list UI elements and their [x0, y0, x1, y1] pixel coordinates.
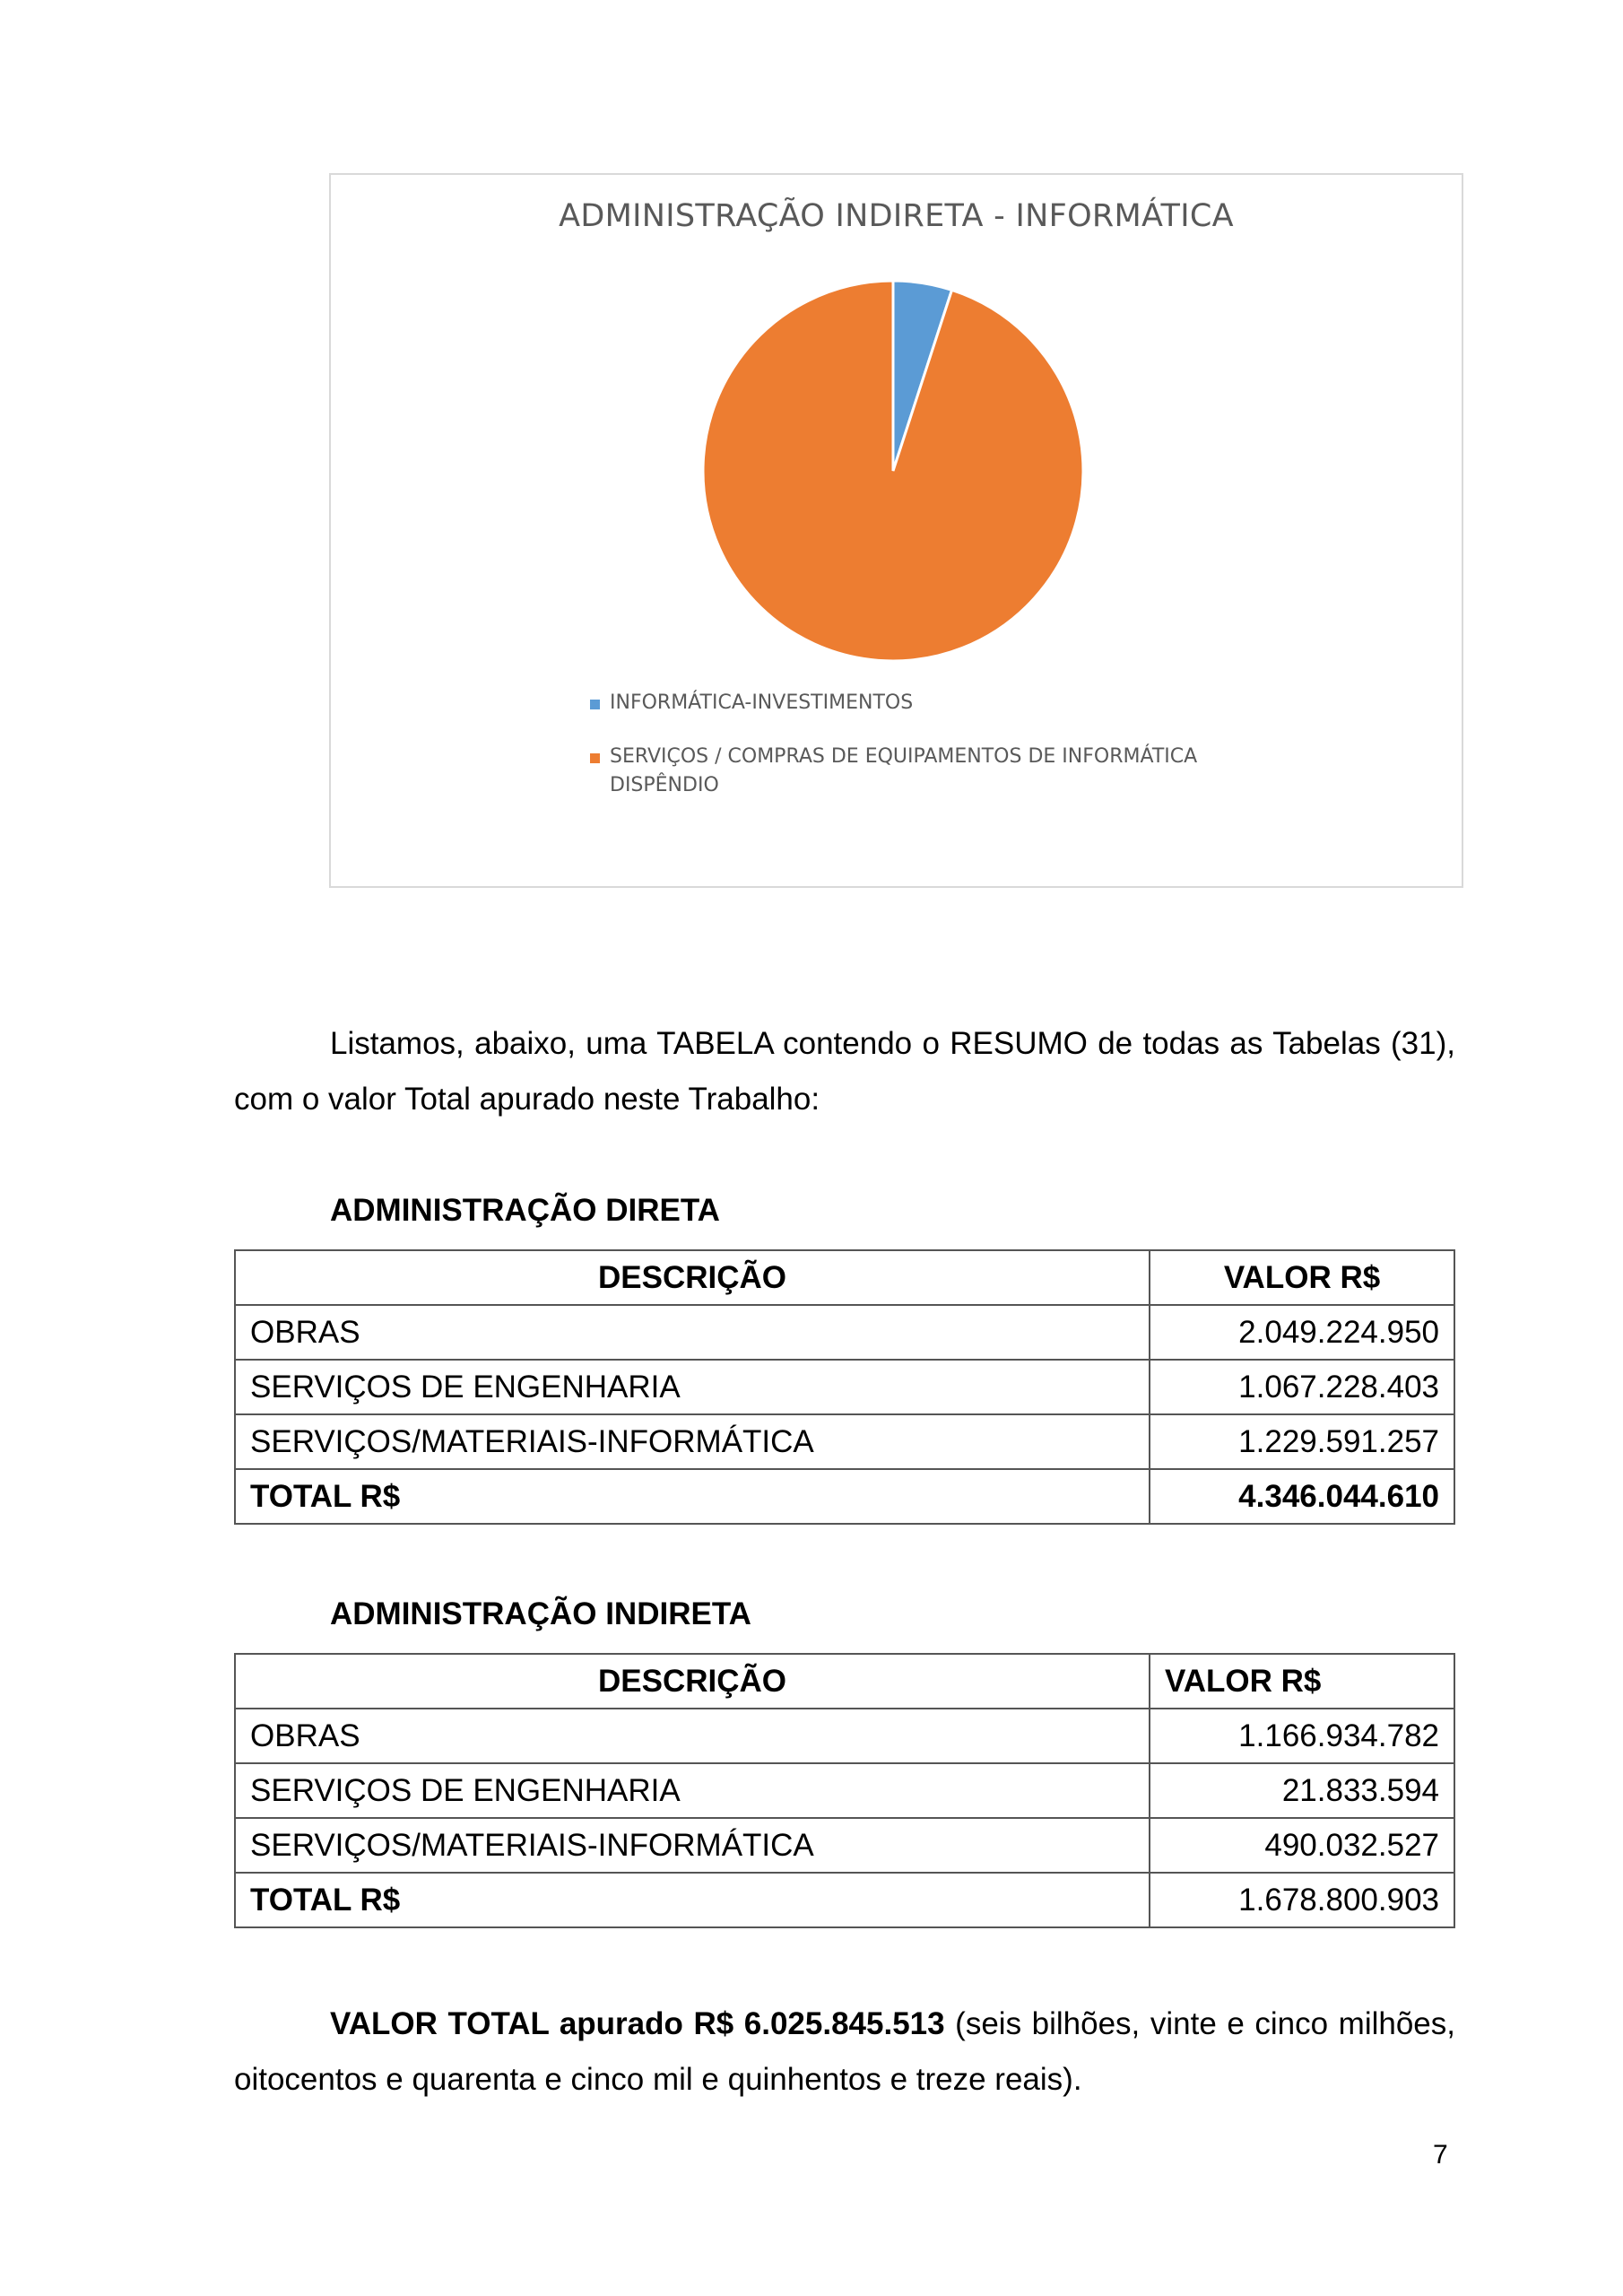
table-row	[235, 1360, 1454, 1414]
total-value: 4.346.044.610	[1150, 1469, 1454, 1524]
row-desc: SERVIÇOS/MATERIAIS-INFORMÁTICA	[235, 1414, 1150, 1469]
conclusion-text: (seis bilhões, vinte e cinco milhões, oitocentos e quarenta e cinco mil e quinhentos e treze reais).	[234, 2006, 1455, 2097]
direta-title: ADMINISTRAÇÃO DIRETA	[330, 1193, 720, 1228]
intro-paragraph	[234, 1016, 1455, 1127]
legend-label-servicos: SERVIÇOS / COMPRAS DE EQUIPAMENTOS DE INFORMÁTICA DISPÊNDIO	[610, 745, 1198, 796]
header-valor: VALOR R$	[1150, 1654, 1454, 1709]
total-label: TOTAL R$	[235, 1873, 1150, 1927]
total-label: TOTAL R$	[235, 1469, 1150, 1524]
chart-legend	[590, 689, 1255, 800]
legend-label-investimentos: INFORMÁTICA-INVESTIMENTOS	[610, 691, 914, 714]
table-row	[235, 1709, 1454, 1763]
table-row	[235, 1818, 1454, 1873]
page-number: 7	[1433, 2140, 1448, 2170]
indireta-title: ADMINISTRAÇÃO INDIRETA	[330, 1596, 751, 1631]
legend-swatch-investimentos	[590, 700, 600, 709]
row-desc: OBRAS	[235, 1709, 1150, 1763]
header-valor: VALOR R$	[1150, 1250, 1454, 1305]
row-value: 1.166.934.782	[1150, 1709, 1454, 1763]
row-desc: SERVIÇOS/MATERIAIS-INFORMÁTICA	[235, 1818, 1150, 1873]
header-descricao: DESCRIÇÃO	[235, 1654, 1150, 1709]
legend-item-servicos	[590, 743, 1255, 800]
row-desc: OBRAS	[235, 1305, 1150, 1360]
row-value: 1.067.228.403	[1150, 1360, 1454, 1414]
row-value: 21.833.594	[1150, 1763, 1454, 1818]
chart-title: ADMINISTRAÇÃO INDIRETA - INFORMÁTICA	[559, 198, 1234, 234]
total-value: 1.678.800.903	[1150, 1873, 1454, 1927]
pie-slice-1	[703, 281, 1083, 661]
table-total-row	[235, 1873, 1454, 1927]
row-desc: SERVIÇOS DE ENGENHARIA	[235, 1763, 1150, 1818]
header-descricao: DESCRIÇÃO	[235, 1250, 1150, 1305]
table-row	[235, 1414, 1454, 1469]
legend-item-investimentos	[590, 689, 1255, 718]
conclusion-paragraph	[234, 1996, 1455, 2108]
row-value: 1.229.591.257	[1150, 1414, 1454, 1469]
row-value: 2.049.224.950	[1150, 1305, 1454, 1360]
table-header-row	[235, 1654, 1454, 1709]
table-total-row	[235, 1469, 1454, 1524]
table-row	[235, 1763, 1454, 1818]
conclusion-bold-text: VALOR TOTAL apurado R$ 6.025.845.513	[330, 2006, 945, 2041]
direta-table	[234, 1249, 1455, 1525]
indireta-table	[234, 1653, 1455, 1928]
row-value: 490.032.527	[1150, 1818, 1454, 1873]
table-header-row	[235, 1250, 1454, 1305]
pie-chart-box	[329, 173, 1463, 888]
row-desc: SERVIÇOS DE ENGENHARIA	[235, 1360, 1150, 1414]
table-row	[235, 1305, 1454, 1360]
intro-text: Listamos, abaixo, uma TABELA contendo o RESUMO de todas as Tabelas (31), com o valor Total apurado neste Trabalho:	[234, 1026, 1455, 1117]
legend-swatch-servicos	[590, 753, 600, 763]
